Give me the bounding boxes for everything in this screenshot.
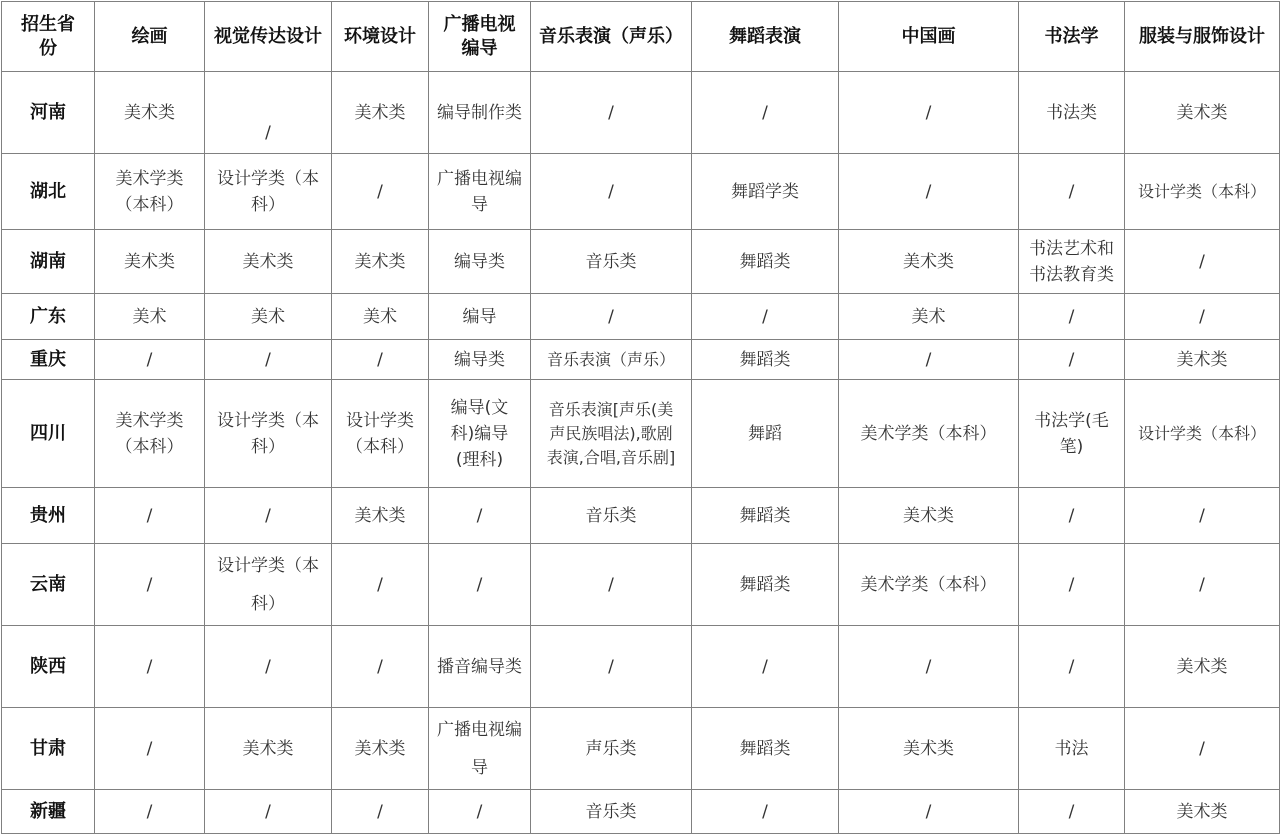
table-cell: /	[692, 294, 839, 340]
table-cell: /	[692, 790, 839, 834]
table-cell: 设计学类（本科）	[205, 154, 332, 230]
table-cell: 美术类	[839, 230, 1019, 294]
table-cell: /	[332, 790, 429, 834]
table-cell: 设计学类（本科）	[1125, 380, 1280, 488]
table-cell: /	[692, 72, 839, 154]
table-cell: 美术类	[1125, 626, 1280, 708]
table-cell: 舞蹈	[692, 380, 839, 488]
table-row	[2, 230, 1280, 294]
province-cell: 重庆	[2, 340, 95, 380]
table-cell: 美术类	[332, 230, 429, 294]
table-cell: 书法	[1019, 708, 1125, 790]
table-cell: /	[531, 294, 692, 340]
table-cell: /	[1019, 294, 1125, 340]
table-cell: /	[1125, 544, 1280, 626]
province-cell: 四川	[2, 380, 95, 488]
table-cell: /	[839, 72, 1019, 154]
province-cell: 贵州	[2, 488, 95, 544]
table-cell: /	[531, 544, 692, 626]
header-dance-performance: 舞蹈表演	[692, 2, 839, 72]
province-cell: 湖南	[2, 230, 95, 294]
header-calligraphy: 书法学	[1019, 2, 1125, 72]
table-cell: 编导	[429, 294, 531, 340]
table-cell: /	[531, 626, 692, 708]
table-cell: 美术	[839, 294, 1019, 340]
province-cell: 河南	[2, 72, 95, 154]
header-province: 招生省份	[2, 2, 95, 72]
table-cell: /	[1125, 488, 1280, 544]
table-cell: 设计学类（本科）	[332, 380, 429, 488]
table-cell: /	[1125, 230, 1280, 294]
table-cell: 广播电视编导	[429, 154, 531, 230]
table-cell: /	[839, 626, 1019, 708]
table-cell: 美术学类（本科）	[95, 380, 205, 488]
header-fashion-design: 服装与服饰设计	[1125, 2, 1280, 72]
table-cell: 美术类	[332, 72, 429, 154]
table-cell: /	[531, 154, 692, 230]
table-cell: /	[332, 154, 429, 230]
table-cell: /	[839, 154, 1019, 230]
table-cell: 书法艺术和书法教育类	[1019, 230, 1125, 294]
table-cell: /	[205, 340, 332, 380]
table-cell: /	[1019, 790, 1125, 834]
table-cell: /	[95, 340, 205, 380]
table-cell: 声乐类	[531, 708, 692, 790]
table-cell: /	[205, 72, 332, 154]
province-cell: 甘肃	[2, 708, 95, 790]
province-cell: 新疆	[2, 790, 95, 834]
table-cell: /	[1019, 626, 1125, 708]
table-cell: 美术类	[95, 230, 205, 294]
header-broadcast-directing: 广播电视编导	[429, 2, 531, 72]
table-cell: /	[1125, 294, 1280, 340]
table-cell: 书法类	[1019, 72, 1125, 154]
table-cell: /	[332, 340, 429, 380]
table-cell: 音乐类	[531, 230, 692, 294]
table-cell: 编导(文科)编导(理科)	[429, 380, 531, 488]
table-cell: 设计学类（本科）	[1125, 154, 1280, 230]
table-cell: /	[95, 488, 205, 544]
table-cell: /	[95, 544, 205, 626]
table-cell: 美术类	[205, 708, 332, 790]
table-cell: 美术类	[1125, 340, 1280, 380]
table-cell: /	[205, 488, 332, 544]
table-row	[2, 626, 1280, 708]
table-cell: 美术类	[332, 708, 429, 790]
header-chinese-painting: 中国画	[839, 2, 1019, 72]
table-cell: 音乐表演（声乐）	[531, 340, 692, 380]
table-cell: 舞蹈类	[692, 544, 839, 626]
table-cell: /	[839, 790, 1019, 834]
table-cell: 美术类	[1125, 790, 1280, 834]
header-painting: 绘画	[95, 2, 205, 72]
table-cell: 舞蹈类	[692, 230, 839, 294]
table-cell: /	[429, 790, 531, 834]
table-cell: /	[1019, 340, 1125, 380]
table-cell: 美术学类（本科）	[95, 154, 205, 230]
table-cell: 音乐表演[声乐(美声民族唱法),歌剧表演,合唱,音乐剧]	[531, 380, 692, 488]
table-row	[2, 72, 1280, 154]
table-cell: 音乐类	[531, 790, 692, 834]
table-row	[2, 488, 1280, 544]
table-cell: 美术学类（本科）	[839, 544, 1019, 626]
table-cell: /	[429, 488, 531, 544]
table-cell: 书法学(毛笔)	[1019, 380, 1125, 488]
table-cell: 美术学类（本科）	[839, 380, 1019, 488]
table-cell: 美术类	[95, 72, 205, 154]
header-environmental-design: 环境设计	[332, 2, 429, 72]
table-cell: /	[95, 626, 205, 708]
table-cell: 美术类	[839, 708, 1019, 790]
table-cell: 音乐类	[531, 488, 692, 544]
table-row	[2, 544, 1280, 626]
table-cell: /	[95, 708, 205, 790]
table-cell: 舞蹈类	[692, 340, 839, 380]
table-cell: /	[332, 544, 429, 626]
table-cell: 广播电视编导	[429, 708, 531, 790]
table-cell: /	[332, 626, 429, 708]
table-cell: /	[95, 790, 205, 834]
table-row	[2, 708, 1280, 790]
province-cell: 湖北	[2, 154, 95, 230]
table-cell: /	[692, 626, 839, 708]
admissions-table	[1, 1, 1280, 834]
table-cell: /	[1019, 154, 1125, 230]
table-cell: 美术类	[332, 488, 429, 544]
table-cell: 编导类	[429, 230, 531, 294]
table-cell: 美术类	[839, 488, 1019, 544]
table-cell: 美术	[205, 294, 332, 340]
header-visual-communication: 视觉传达设计	[205, 2, 332, 72]
table-cell: 舞蹈类	[692, 488, 839, 544]
table-cell: /	[429, 544, 531, 626]
table-cell: /	[839, 340, 1019, 380]
table-cell: 舞蹈类	[692, 708, 839, 790]
table-cell: /	[1019, 544, 1125, 626]
table-cell: 播音编导类	[429, 626, 531, 708]
table-row	[2, 380, 1280, 488]
table-cell: 美术类	[205, 230, 332, 294]
table-cell: /	[531, 72, 692, 154]
province-cell: 云南	[2, 544, 95, 626]
table-row	[2, 294, 1280, 340]
table-cell: /	[1019, 488, 1125, 544]
table-cell: 美术	[95, 294, 205, 340]
province-cell: 广东	[2, 294, 95, 340]
table-row	[2, 790, 1280, 834]
table-row	[2, 340, 1280, 380]
table-cell: 美术	[332, 294, 429, 340]
header-music-performance: 音乐表演（声乐）	[531, 2, 692, 72]
table-cell: 编导类	[429, 340, 531, 380]
table-cell: /	[205, 626, 332, 708]
table-cell: 设计学类（本科）	[205, 544, 332, 626]
header-row	[2, 2, 1280, 72]
province-cell: 陕西	[2, 626, 95, 708]
table-cell: 舞蹈学类	[692, 154, 839, 230]
table-cell: /	[205, 790, 332, 834]
table-cell: /	[1125, 708, 1280, 790]
table-cell: 美术类	[1125, 72, 1280, 154]
table-cell: 设计学类（本科）	[205, 380, 332, 488]
table-row	[2, 154, 1280, 230]
table-cell: 编导制作类	[429, 72, 531, 154]
